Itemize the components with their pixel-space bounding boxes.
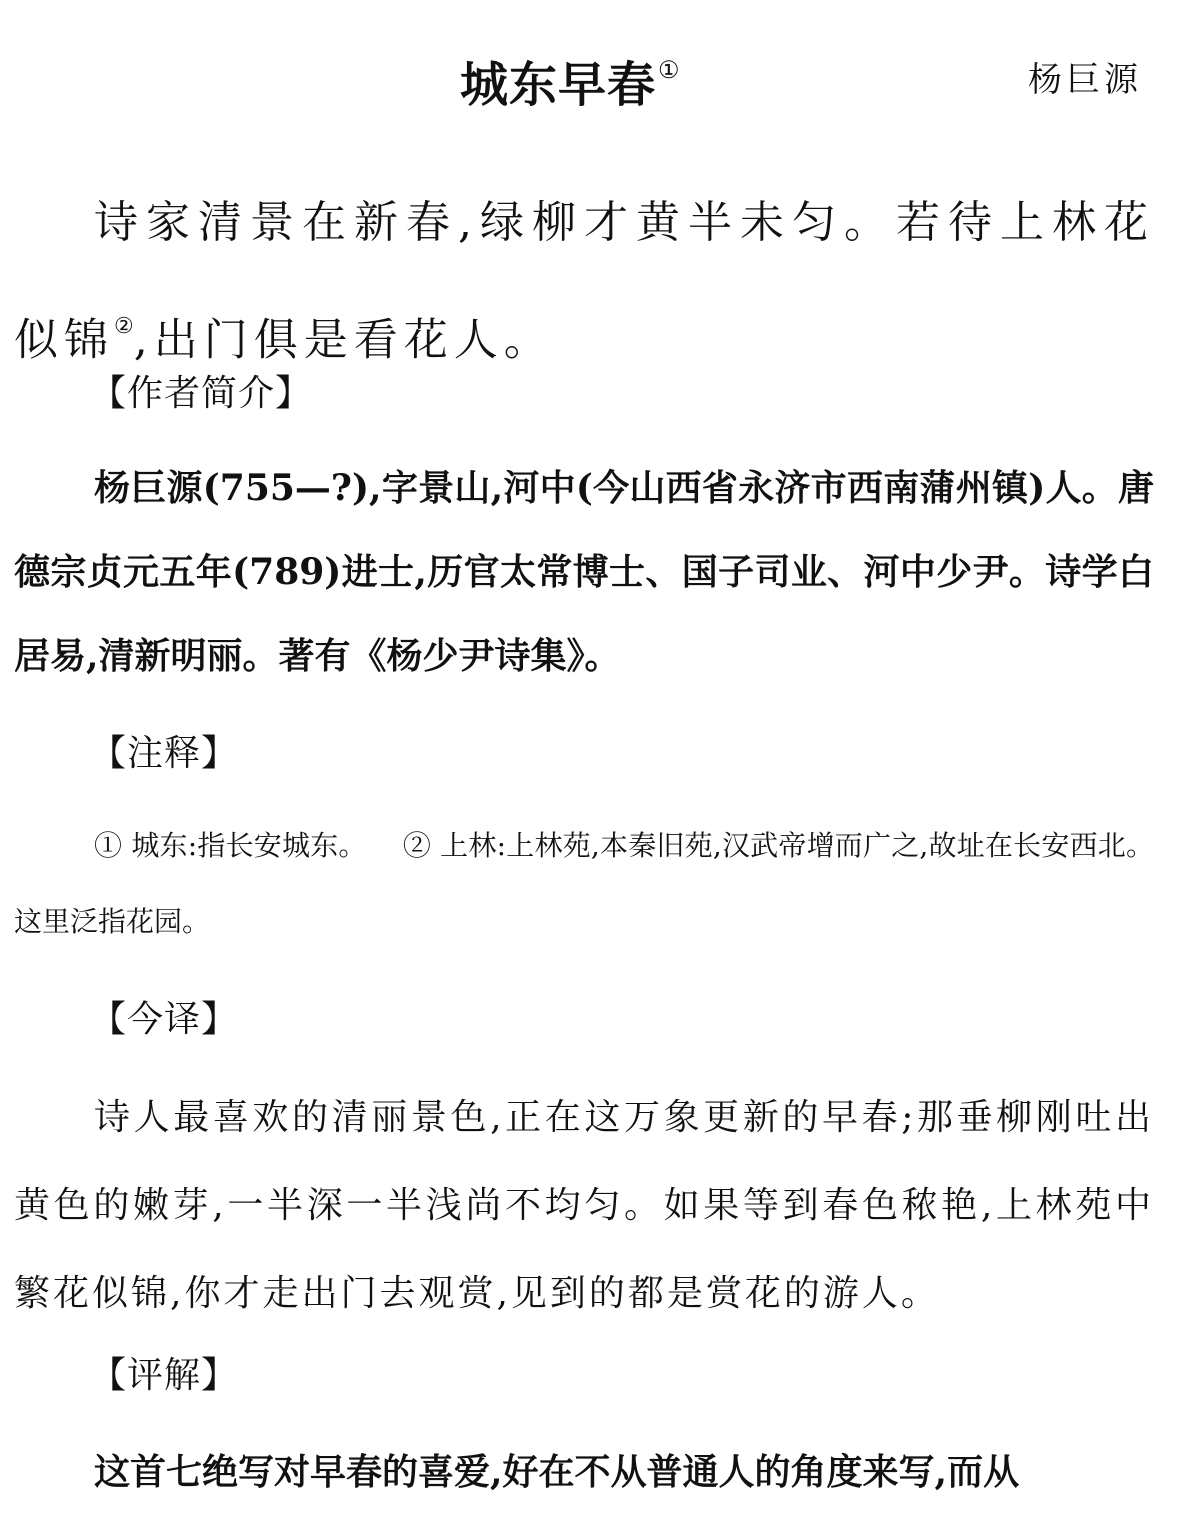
- title-footnote-mark: ①: [658, 56, 681, 84]
- poem-author: 杨巨源: [1028, 60, 1142, 100]
- author-intro-heading: 【作者简介】: [90, 373, 313, 414]
- analysis-heading: 【评解】: [90, 1355, 239, 1396]
- author-intro-text: 杨巨源(755—?),字景山,河中(今山西省永济市西南蒲州镇)人。唐德宗贞元五年(789)进士,历官太常博士、国子司业、河中少尹。诗学白居易,清新明丽。著有《杨少尹诗集》。: [14, 467, 1154, 677]
- title-row: [0, 38, 1178, 118]
- notes-heading: 【注释】: [90, 733, 239, 774]
- poem-text: [14, 168, 1154, 396]
- translation-heading: 【今译】: [90, 999, 239, 1040]
- poem-title-text: 城东早春: [460, 57, 657, 113]
- poem-text-part1: 诗家清景在新春,绿柳才黄半未匀。若待上林花似锦: [14, 197, 1154, 366]
- analysis-text: 这首七绝写对早春的喜爱,好在不从普通人的角度来写,而从: [94, 1451, 1020, 1493]
- poem-title: [460, 46, 681, 115]
- poem-text-part2: ,出门俱是看花人。: [133, 314, 554, 366]
- notes-text: [14, 808, 1154, 960]
- note-1: ① 城东:指长安城东。: [94, 829, 367, 862]
- poem-footnote-mark: ②: [114, 314, 134, 339]
- note-2: ② 上林:上林苑,本秦旧苑,汉武帝增而广之,故址在长安西北。这里泛指花园。: [14, 829, 1154, 938]
- translation-text: 诗人最喜欢的清丽景色,正在这万象更新的早春;那垂柳刚吐出黄色的嫩芽,一半深一半浅尚不均匀。如果等到春色秾艳,上林苑中繁花似锦,你才走出门去观赏,见到的都是赏花的游人。: [14, 1097, 1154, 1314]
